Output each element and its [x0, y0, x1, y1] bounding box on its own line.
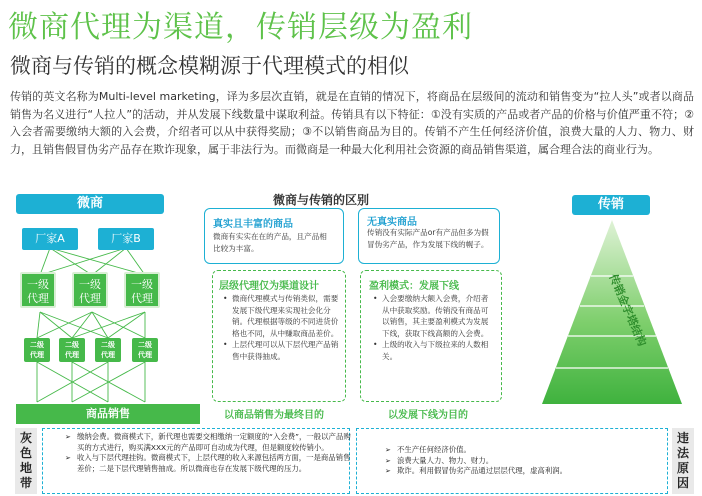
illegal-item: ➢ 欺诈。利用假冒伪劣产品通过层层代理，虚高利润。	[397, 466, 677, 477]
profit-item: • 上级的收入与下级拉来的人数相关。	[382, 339, 494, 362]
chuanxiao-banner: 传销	[572, 195, 650, 215]
illegal-item: ➢ 浪费大量人力、物力、财力。	[397, 456, 677, 467]
manufacturer-a: 厂家A	[22, 228, 78, 250]
downline-goal-label: 以发展下线为目的	[388, 410, 468, 421]
channel-item: • 微商代理模式与传销类似，需要发展下级代理来实现社会化分销。代理根据等级的不同进货价格也不同，从中赚取商品差价。	[232, 293, 342, 339]
gray-zone-char: 色	[19, 446, 32, 460]
weishang-banner: 微商	[16, 194, 164, 214]
sales-goal-label: 以商品销售为最终目的	[224, 410, 324, 421]
fake-product-box	[358, 208, 500, 264]
gray-zone-list	[63, 432, 355, 474]
level2-agent: 二级 代理	[24, 338, 50, 362]
profit-item: • 入会要缴纳大额入会费，介绍者从中获取奖励。传销没有商品可以销售，其主要盈利模式为发展下线，获取下线高额的入会费。	[382, 293, 494, 339]
illegal-label	[672, 428, 694, 494]
real-product-text: 微商有实实在在的产品，且产品相比较为丰富。	[213, 232, 327, 253]
illegal-list	[383, 445, 677, 477]
profit-list	[369, 293, 494, 362]
pyramid-label: 传销金字塔结构	[606, 272, 649, 349]
gray-zone-box	[42, 428, 350, 494]
gray-zone-item: ➢ 收入与下层代理挂钩。微商模式下，上层代理的收入来源包括两方面，一是商品销售差价；二是下层代理销售抽成。所以微商也存在发展下级代理的压力。	[77, 453, 355, 474]
real-product-box	[204, 208, 344, 264]
illegal-char: 原	[676, 461, 689, 475]
gray-zone-label	[15, 428, 37, 494]
level1-agent: 一级 代理	[72, 272, 108, 308]
pyramid	[540, 216, 690, 406]
real-product-title: 真实且丰富的商品	[213, 219, 293, 230]
weishang-diagram	[0, 190, 200, 420]
channel-title: 层级代理仅为渠道设计	[219, 281, 319, 292]
level1-agent: 一级 代理	[124, 272, 160, 308]
level2-agent: 二级 代理	[59, 338, 85, 362]
illegal-item: ➢ 不生产任何经济价值。	[397, 445, 677, 456]
illegal-char: 法	[676, 446, 689, 460]
illegal-char: 因	[676, 476, 689, 490]
gray-zone-char: 带	[19, 476, 32, 490]
illegal-box	[356, 428, 668, 494]
channel-box	[212, 270, 346, 402]
page-title: 微商代理为渠道，传销层级为盈利	[8, 10, 473, 45]
profit-title: 盈利模式：发展下线	[369, 281, 459, 292]
gray-zone-char: 地	[19, 461, 32, 475]
level2-agent: 二级 代理	[95, 338, 121, 362]
level1-agent: 一级 代理	[20, 272, 56, 308]
manufacturer-b: 厂家B	[98, 228, 154, 250]
level2-agent: 二级 代理	[132, 338, 158, 362]
compare-title: 微商与传销的区别	[273, 193, 370, 207]
gray-zone-item: ➢ 缴纳会费。微商模式下，新代理也需要交相缴纳一定额度的“入会费”，一般以产品购买的方式进行，购买满XXX元的产品即可自动成为代理，但是额度较传销小。	[77, 432, 355, 453]
page-subtitle: 微商与传销的概念模糊源于代理模式的相似	[10, 54, 409, 78]
gray-zone-char: 灰	[19, 431, 32, 445]
fake-product-title: 无真实商品	[367, 217, 417, 228]
profit-box	[360, 270, 502, 402]
channel-item: • 上层代理可以从下层代理产品销售中获得抽成。	[232, 339, 342, 362]
pyramid-shape	[542, 220, 682, 404]
illegal-char: 违	[676, 431, 689, 445]
sales-bar: 商品销售	[16, 404, 200, 424]
fake-product-text: 传销没有实际产品or有产品但多为假冒伪劣产品，作为发展下线的幌子。	[367, 228, 489, 249]
intro-paragraph: 传销的英文名称为Multi-level marketing，译为多层次直销，就是在直销的情况下，将商品在层级间的流动和销售变为“拉人头”或者以商品销售为名义进行“人拉人”的活动，并从发展下线数量中谋取利益。传销具有以下特征：①没有实质的产品或者产品的价格与价值严重不符；②入会者需要缴纳大额的入会费，介绍者可以从中获得奖励；③不以销售商品为目的。传销不产生任何经济价值，浪费大量的人力、物力、财力，且销售假冒伪劣产品存在欺诈现象，属于非法行为。而微商是一种最大化利用社会资源的商品销售渠道，属合理合法的商业行为。	[10, 90, 694, 156]
channel-list	[219, 293, 342, 362]
